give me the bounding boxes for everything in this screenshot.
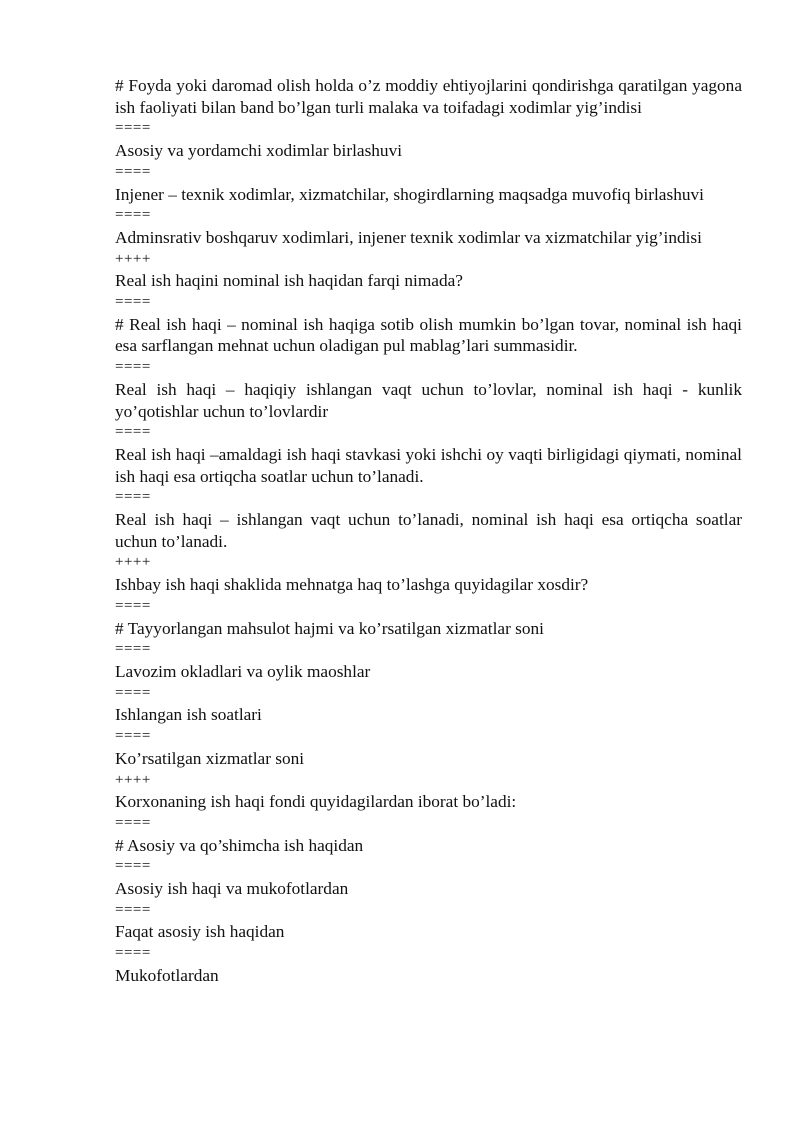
- separator-line: ====: [115, 424, 151, 441]
- text-line: # Foyda yoki daromad olish holda o’z moddiy ehtiyojlarini qondirishga qaratilgan yagona ish faoliyati bilan band bo’lgan turli malaka va toifadagi xodimlar yig’indisi: [115, 76, 742, 117]
- separator-line: ====: [115, 597, 151, 614]
- text-line: Real ish haqi – haqiqiy ishlangan vaqt uchun to’lovlar, nominal ish haqi - kunlik yo’qotishlar uchun to’lovlardir: [115, 379, 742, 421]
- separator-line: ====: [115, 120, 151, 137]
- separator-line: ====: [115, 207, 151, 224]
- text-line: Ishbay ish haqi shaklida mehnatga haq to’lashga quyidagilar xosdir?: [115, 575, 589, 595]
- separator-line: ++++: [115, 250, 151, 267]
- text-line: Faqat asosiy ish haqidan: [115, 922, 285, 942]
- text-line: # Asosiy va qo’shimcha ish haqidan: [115, 835, 364, 855]
- separator-line: ====: [115, 814, 151, 831]
- separator-line: ====: [115, 945, 151, 962]
- text-line: Korxonaning ish haqi fondi quyidagilardan iborat bo’ladi:: [115, 792, 517, 812]
- text-line: Adminsrativ boshqaruv xodimlari, injener texnik xodimlar va xizmatchilar yig’indisi: [115, 227, 702, 247]
- separator-line: ++++: [115, 771, 151, 788]
- separator-line: ====: [115, 489, 151, 506]
- separator-line: ====: [115, 684, 151, 701]
- text-line: Asosiy va yordamchi xodimlar birlashuvi: [115, 141, 403, 161]
- separator-line: ====: [115, 901, 151, 918]
- text-line: Ko’rsatilgan xizmatlar soni: [115, 748, 305, 768]
- text-line: Real ish haqi – ishlangan vaqt uchun to’lanadi, nominal ish haqi esa ortiqcha soatlar uchun to’lanadi.: [115, 510, 742, 551]
- separator-line: ====: [115, 858, 151, 875]
- text-line: Injener – texnik xodimlar, xizmatchilar, shogirdlarning maqsadga muvofiq birlashuvi: [115, 184, 704, 204]
- text-line: # Real ish haqi – nominal ish haqiga sotib olish mumkin bo’lgan tovar, nominal ish haqi esa sarflangan mehnat uchun oladigan pul mablag’lari summasidir.: [115, 314, 742, 356]
- document-body: [115, 75, 742, 987]
- text-line: Asosiy ish haqi va mukofotlardan: [115, 879, 349, 899]
- separator-line: ====: [115, 359, 151, 376]
- text-line: Real ish haqini nominal ish haqidan farqi nimada?: [115, 271, 463, 291]
- separator-line: ====: [115, 728, 151, 745]
- text-line: Real ish haqi –amaldagi ish haqi stavkasi yoki ishchi oy vaqti birligidagi qiymati, nominal ish haqi esa ortiqcha soatlar uchun to’lanadi.: [115, 444, 742, 486]
- text-line: Ishlangan ish soatlari: [115, 705, 262, 725]
- separator-line: ====: [115, 294, 151, 311]
- separator-line: ++++: [115, 554, 151, 571]
- text-line: Mukofotlardan: [115, 965, 219, 985]
- text-line: Lavozim okladlari va oylik maoshlar: [115, 661, 371, 681]
- separator-line: ====: [115, 163, 151, 180]
- text-line: # Tayyorlangan mahsulot hajmi va ko’rsatilgan xizmatlar soni: [115, 618, 544, 638]
- separator-line: ====: [115, 641, 151, 658]
